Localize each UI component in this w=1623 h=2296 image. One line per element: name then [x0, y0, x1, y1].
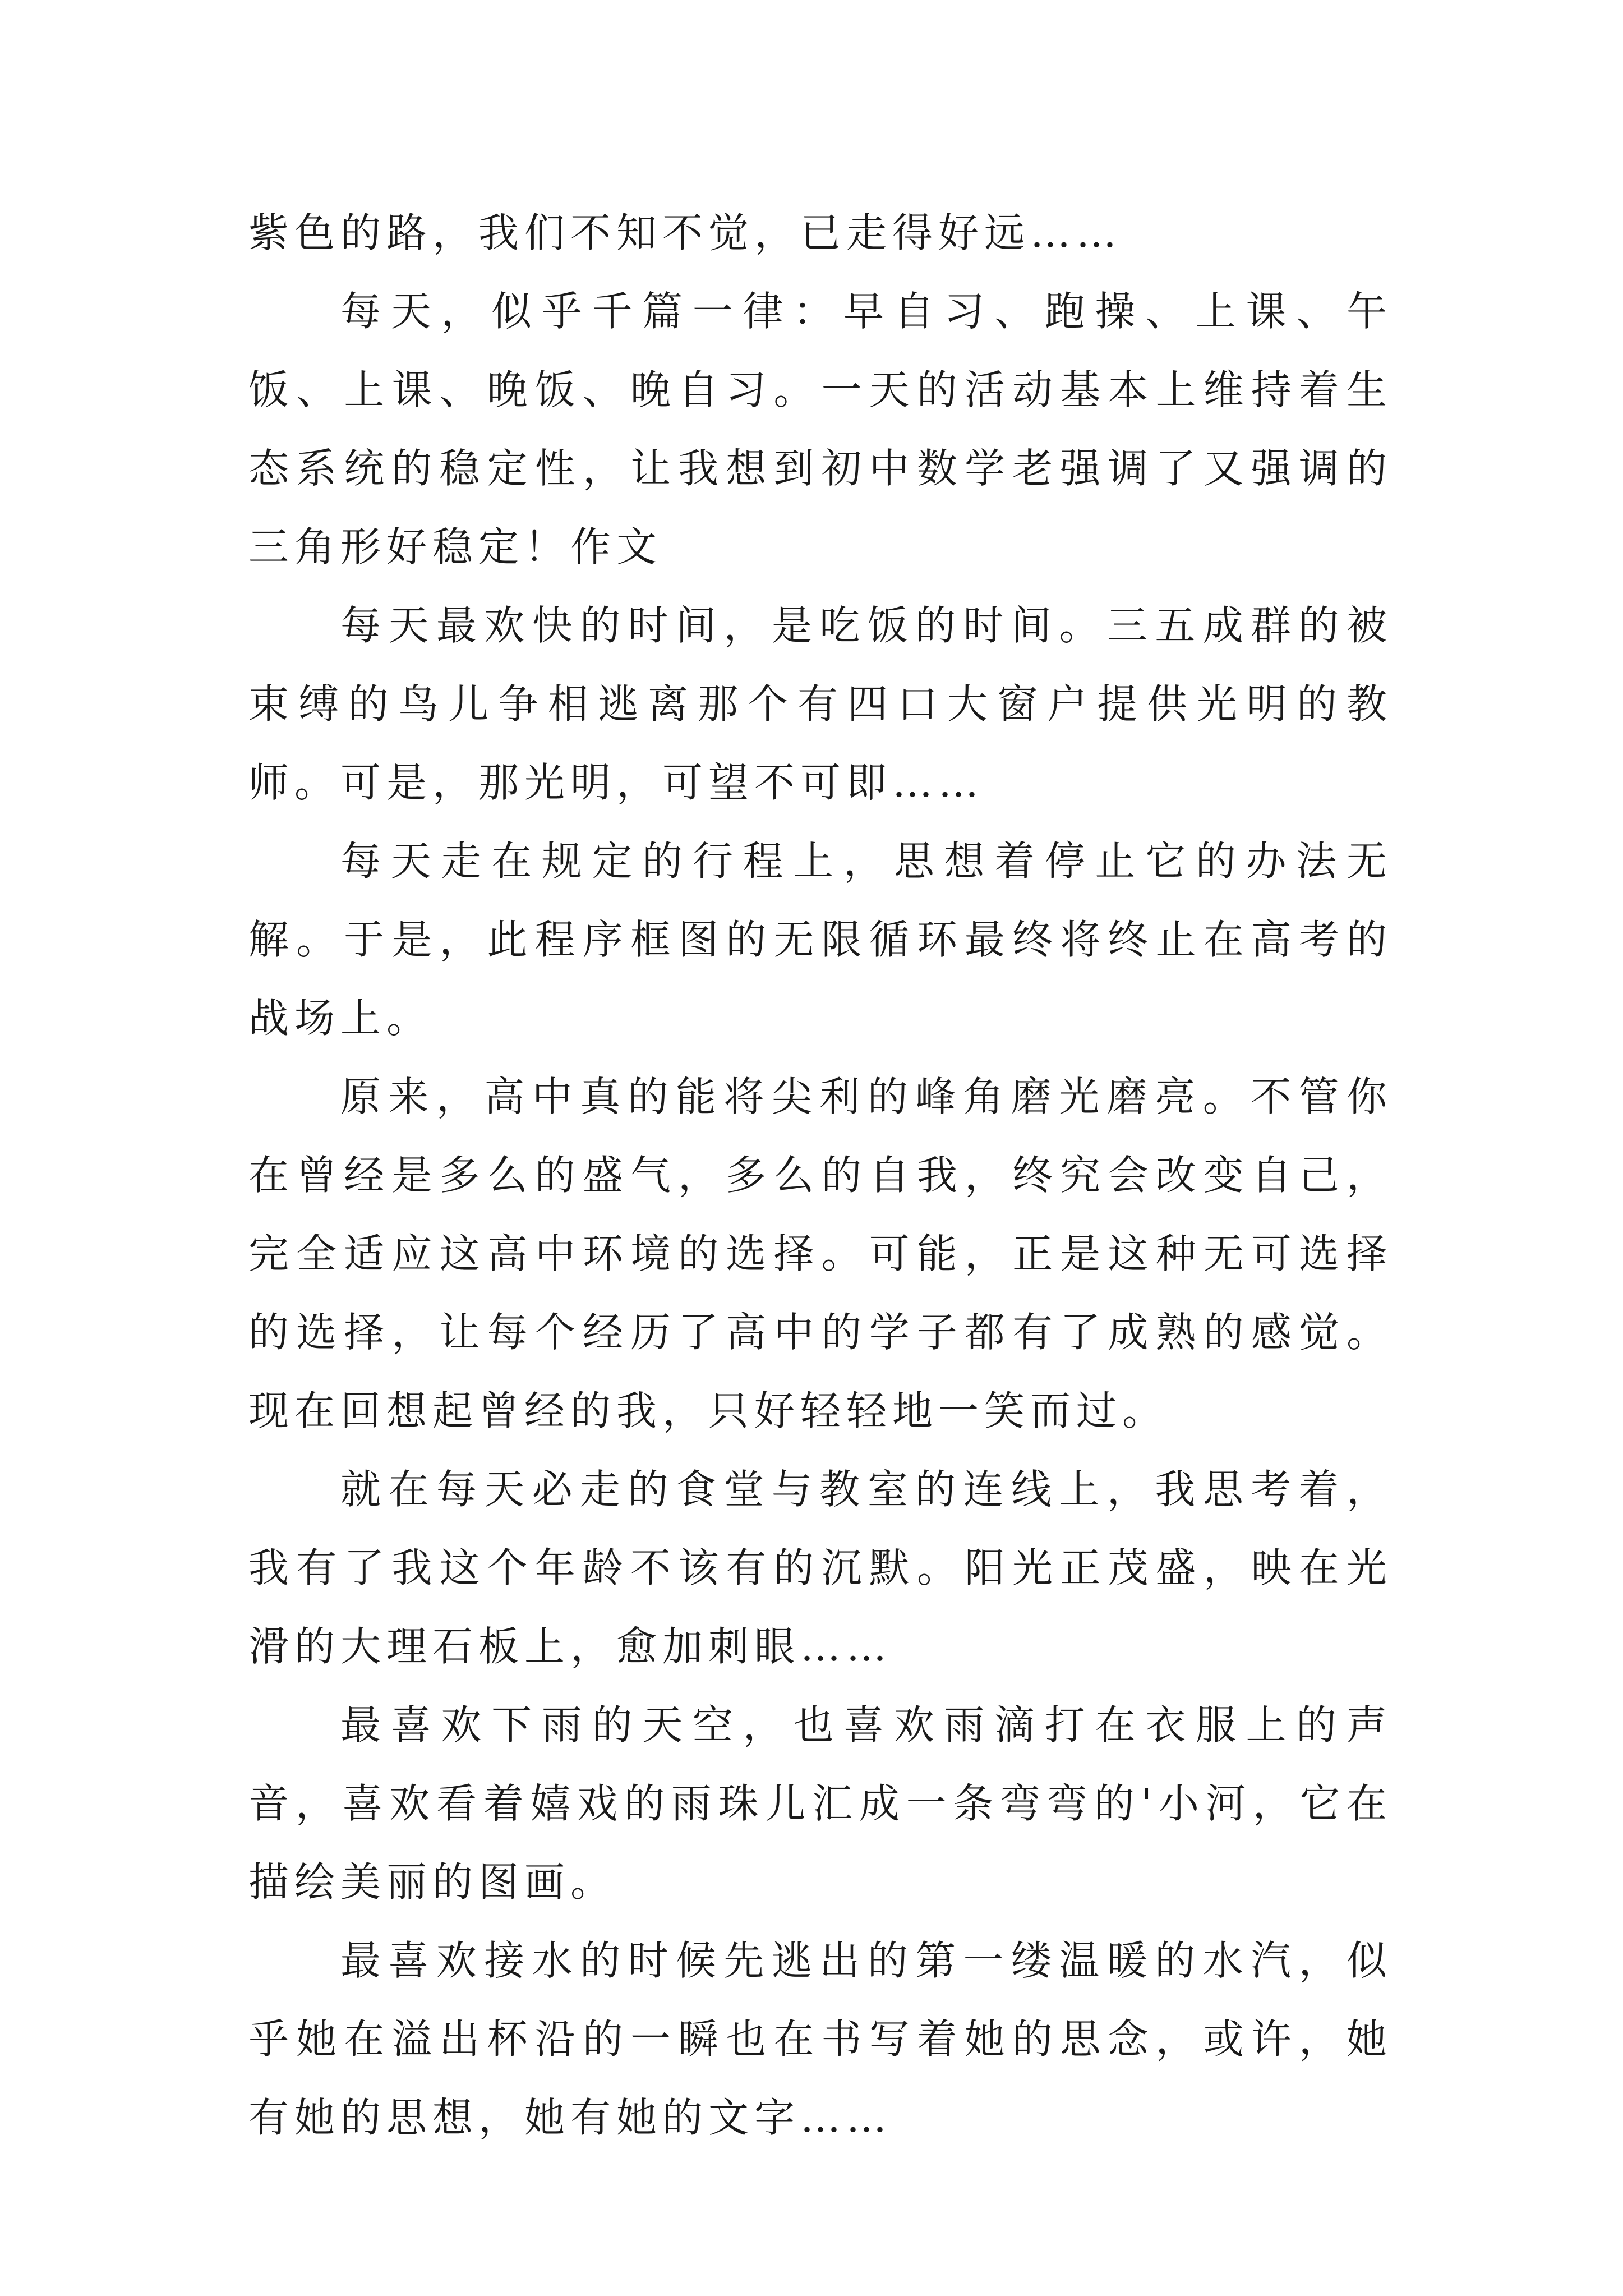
document-body [248, 194, 1393, 2157]
paragraph-2: 每天，似乎千篇一律：早自习、跑操、上课、午饭、上课、晚饭、晚自习。一天的活动基本上维持着生态系统的稳定性，让我想到初中数学老强调了又强调的三角形好稳定！作文 [248, 288, 1393, 570]
paragraph-5: 原来，高中真的能将尖利的峰角磨光磨亮。不管你在曾经是多么的盛气，多么的自我，终究会改变自己，完全适应这高中环境的选择。可能，正是这种无可选择的选择，让每个经历了高中的学子都有了成熟的感觉。现在回想起曾经的我，只好轻轻地一笑而过。 [248, 1073, 1393, 1434]
paragraph-4: 每天走在规定的行程上，思想着停止它的办法无解。于是，此程序框图的无限循环最终将终止在高考的战场上。 [248, 838, 1393, 1042]
paragraph-1: 紫色的路，我们不知不觉，已走得好远…… [248, 209, 1123, 256]
paragraph-6: 就在每天必走的食堂与教室的连线上，我思考着，我有了我这个年龄不该有的沉默。阳光正茂盛，映在光滑的大理石板上，愈加刺眼…… [248, 1466, 1393, 1670]
paragraph-3: 每天最欢快的时间，是吃饭的时间。三五成群的被束缚的鸟儿争相逃离那个有四口大窗户提供光明的教师。可是，那光明，可望不可即…… [248, 602, 1393, 806]
paragraph-8: 最喜欢接水的时候先逃出的第一缕温暖的水汽，似乎她在溢出杯沿的一瞬也在书写着她的思念，或许，她有她的思想，她有她的文字…… [248, 1937, 1393, 2141]
paragraph-7: 最喜欢下雨的天空，也喜欢雨滴打在衣服上的声音，喜欢看着嬉戏的雨珠儿汇成一条弯弯的'小河，它在描绘美丽的图画。 [248, 1701, 1393, 1906]
